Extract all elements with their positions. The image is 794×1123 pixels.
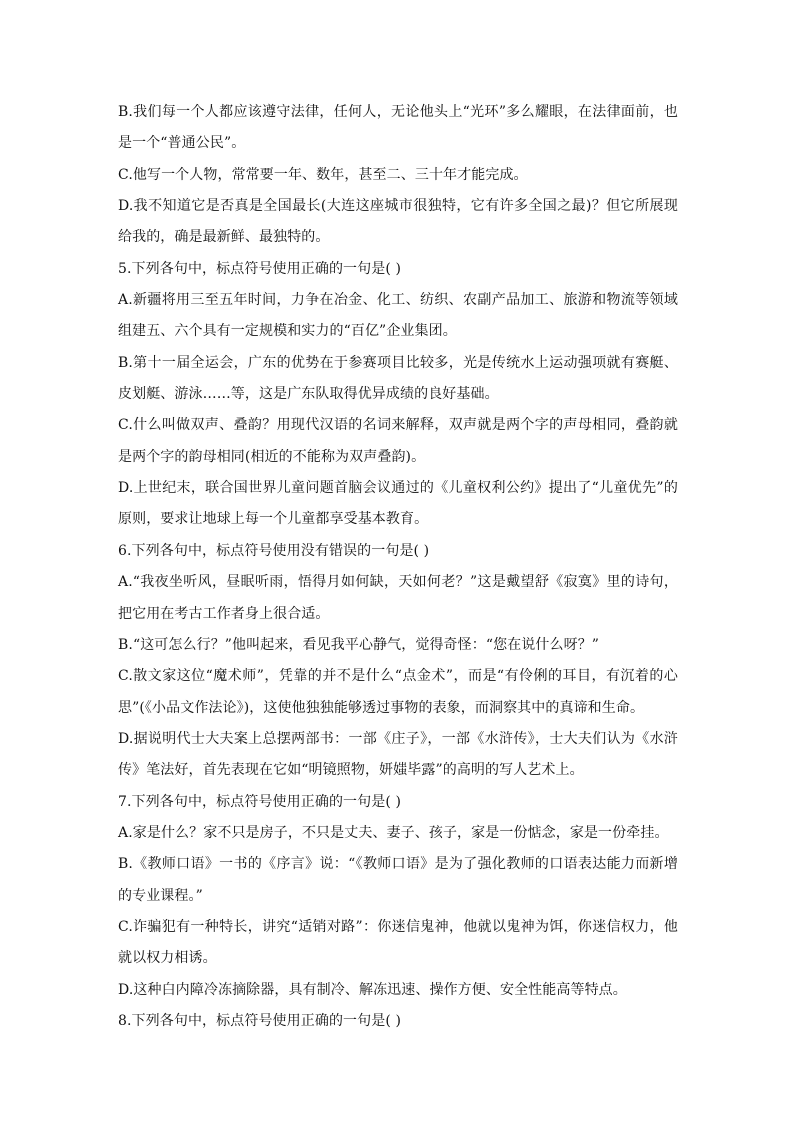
question-7-option-d: D.这种白内障冷冻摘除器，具有制冷、解冻迅速、操作方便、安全性能高等特点。 [118, 981, 627, 998]
question-6-option-b: B.“这可怎么行？”他叫起来，看见我平心静气，觉得奇怪：“您在说什么呀？” [118, 636, 600, 653]
question-7-stem: 7.下列各句中，标点符号使用正确的一句是( ) [118, 793, 402, 810]
option-c-paragraph: C.他写一个人物，常常要一年、数年，甚至二、三十年才能完成。 [118, 166, 528, 183]
option-b-paragraph: B.我们每一个人都应该遵守法律，任何人，无论他头上“光环”多么耀眼，在法律面前，也是一个“普通公民”。 [118, 104, 678, 152]
question-5-option-c: C.什么叫做双声、叠韵？用现代汉语的名词来解释，双声就是两个字的声母相同，叠韵就是两个字的韵母相同(相近的不能称为双声叠韵)。 [118, 417, 678, 465]
question-6-option-c: C.散文家这位“魔术师”，凭靠的并不是什么“点金术”，而是“有伶俐的耳目，有沉着的心思”(《小品文作法论》)，这使他独独能够透过事物的表象，而洞察其中的真谛和生命。 [118, 668, 678, 716]
question-5-option-a: A.新疆将用三至五年时间，力争在冶金、化工、纺织、农副产品加工、旅游和物流等领域组建五、六个具有一定规模和实力的“百亿”企业集团。 [118, 292, 678, 340]
question-7-option-a: A.家是什么？家不只是房子，不只是丈夫、妻子、孩子，家是一份惦念，家是一份牵挂。 [118, 824, 669, 841]
question-6-option-a: A.“我夜坐听风，昼眠听雨，悟得月如何缺，天如何老？”这是戴望舒《寂寞》里的诗句，把它用在考古工作者身上很合适。 [118, 574, 678, 622]
question-7-option-b: B.《教师口语》一书的《序言》说：“《教师口语》是为了强化教师的口语表达能力而新增的专业课程。” [118, 856, 678, 904]
question-6-stem: 6.下列各句中，标点符号使用没有错误的一句是( ) [118, 542, 430, 559]
question-7-option-c: C.诈骗犯有一种特长，讲究“适销对路”：你迷信鬼神，他就以鬼神为饵，你迷信权力，他就以权力相诱。 [118, 918, 678, 967]
question-8-stem: 8.下列各句中，标点符号使用正确的一句是( ) [118, 1012, 402, 1029]
question-6-option-d: D.据说明代士大夫案上总摆两部书：一部《庄子》，一部《水浒传》，士大夫们认为《水浒传》笔法好，首先表现在它如“明镜照物，妍媸毕露”的高明的写人艺术上。 [118, 730, 678, 779]
document-body [118, 97, 678, 1037]
question-5-option-d: D.上世纪末，联合国世界儿童问题首脑会议通过的《儿童权利公约》提出了“儿童优先”的原则，要求让地球上每一个儿童都享受基本教育。 [118, 480, 678, 528]
question-5-stem: 5.下列各句中，标点符号使用正确的一句是( ) [118, 260, 402, 277]
question-5-option-b: B.第十一届全运会，广东的优势在于参赛项目比较多，光是传统水上运动强项就有赛艇、皮划艇、游泳……等，这是广东队取得优异成绩的良好基础。 [118, 354, 678, 403]
option-d-paragraph: D.我不知道它是否真是全国最长(大连这座城市很独特，它有许多全国之最)？但它所展现给我的，确是最新鲜、最独特的。 [118, 198, 678, 246]
